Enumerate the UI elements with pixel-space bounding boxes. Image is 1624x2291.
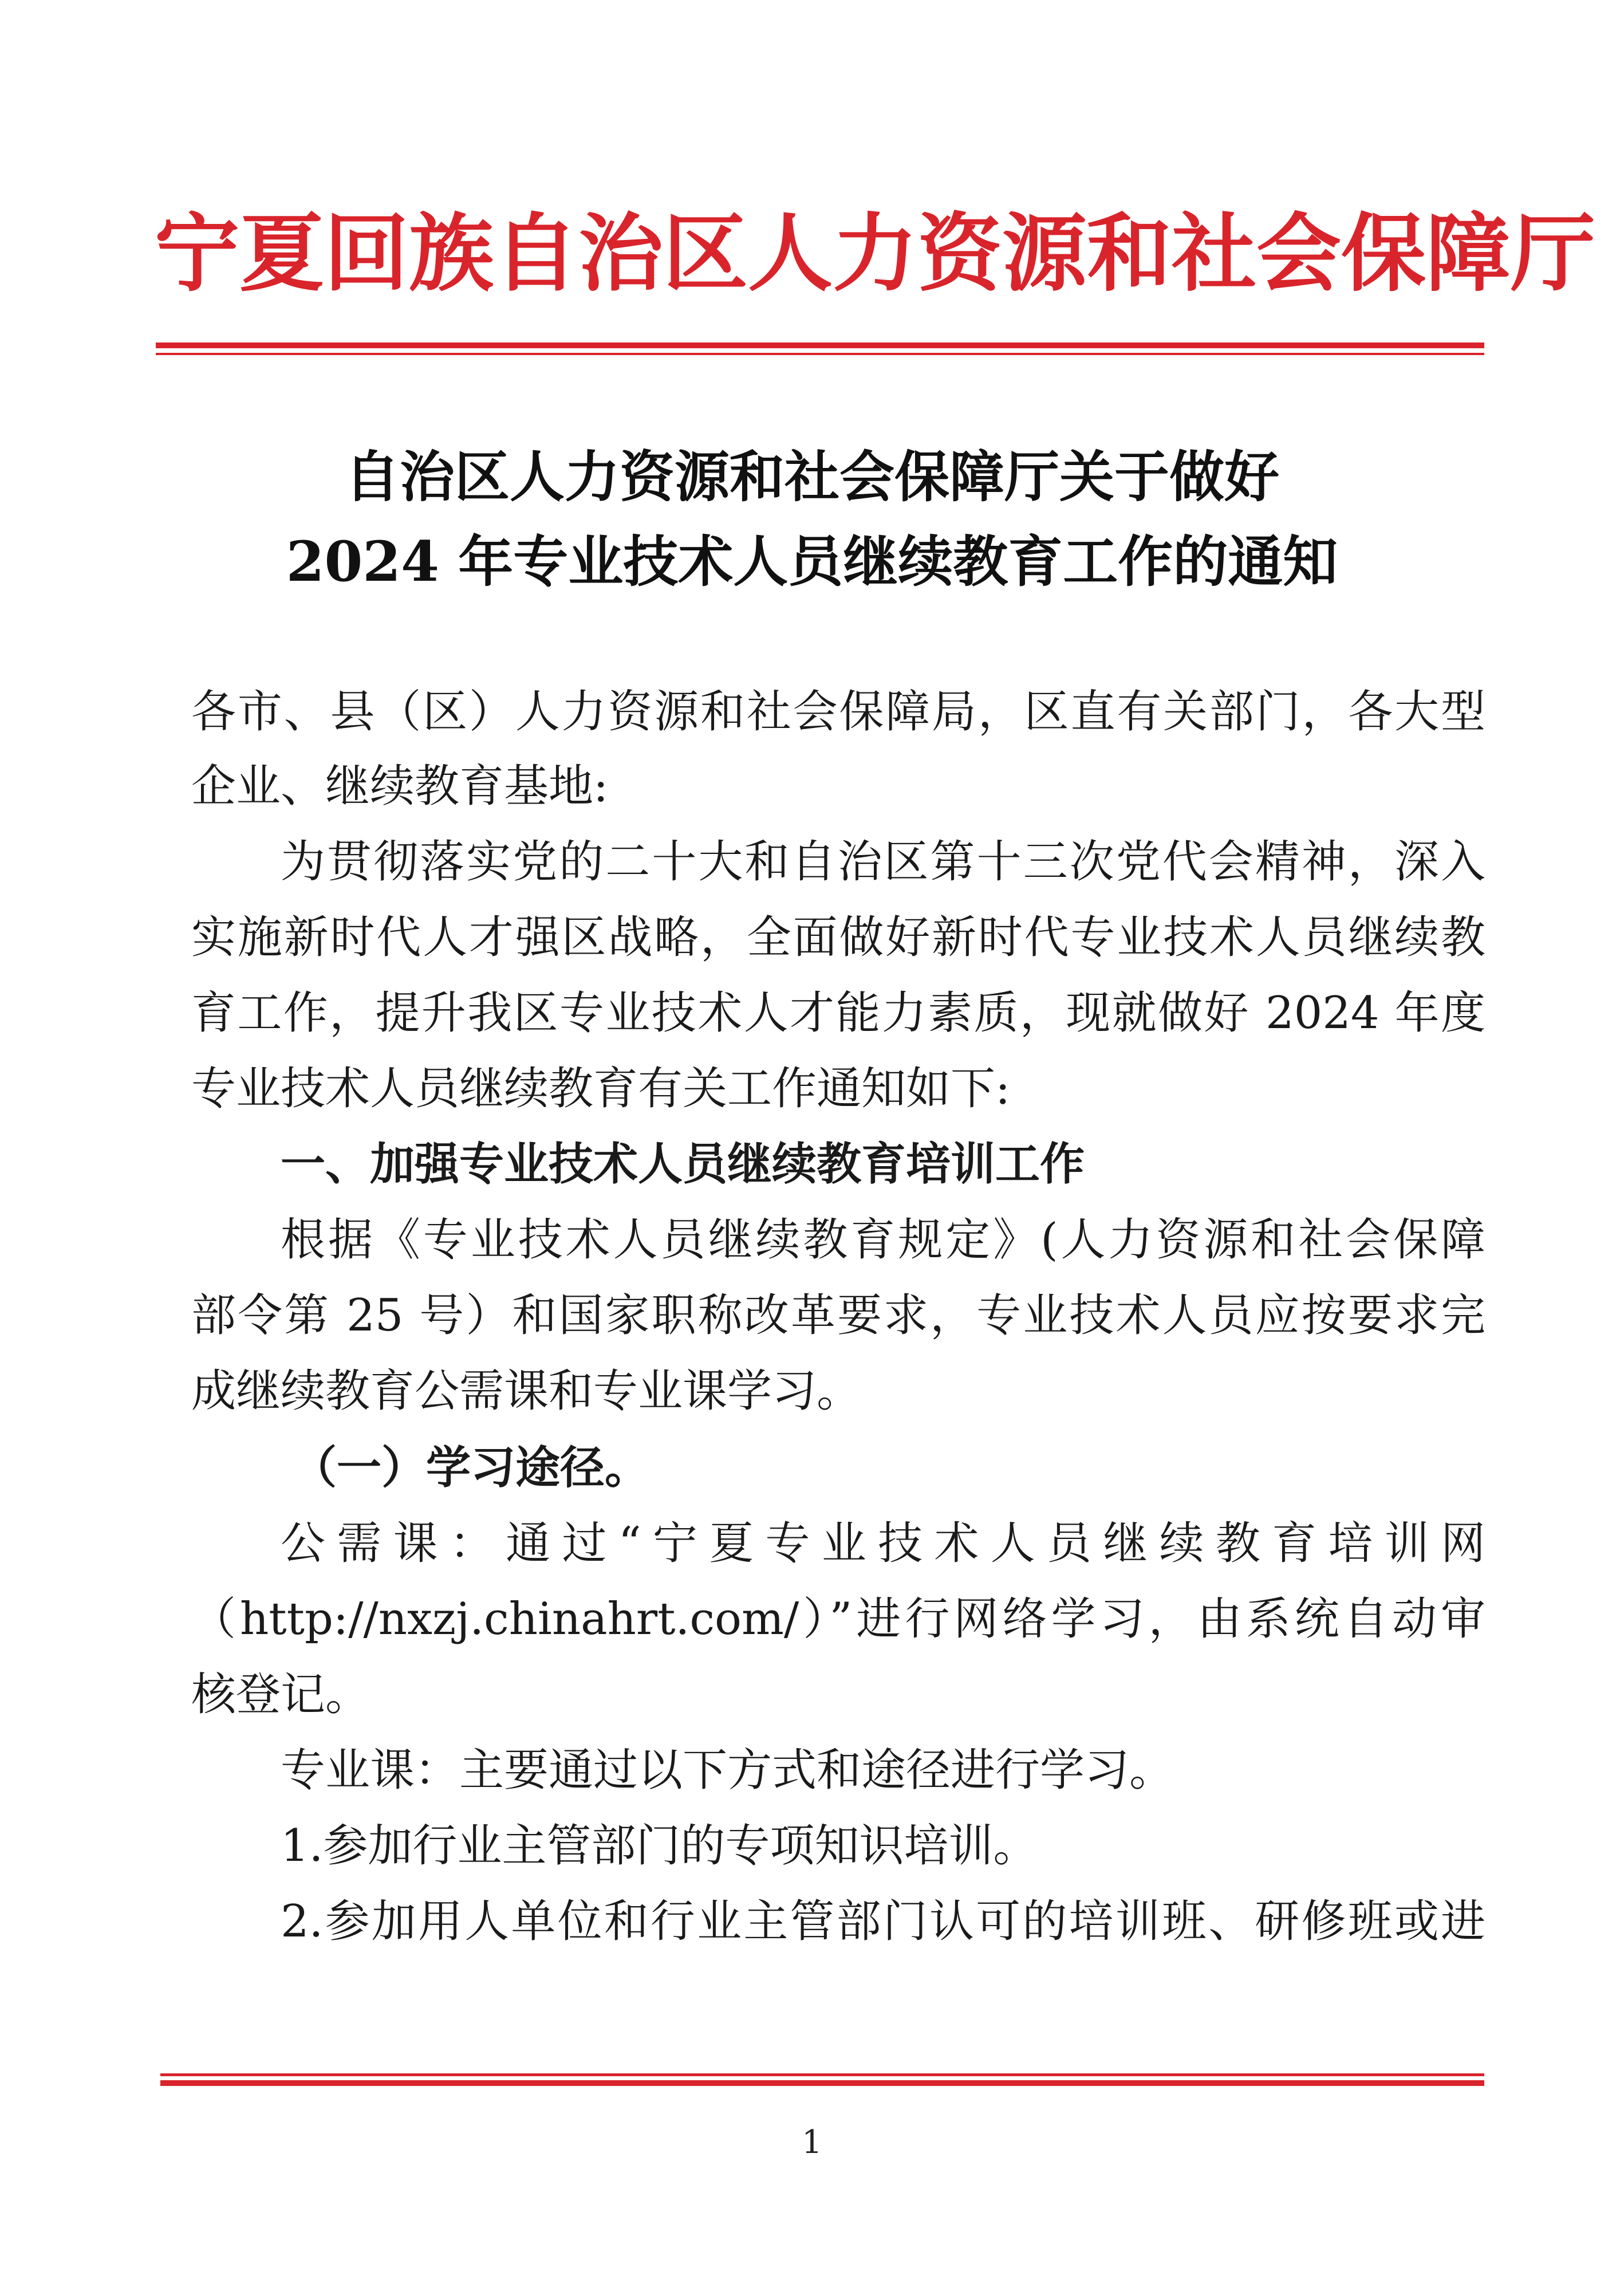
public-course-line1: 公需课：通过“宁夏专业技术人员继续教育培训网	[281, 1518, 1485, 1569]
section1-line1: 根据《专业技术人员继续教育规定》(人力资源和社会保障	[281, 1214, 1485, 1266]
addressee-line2: 企业、继续教育基地:	[191, 761, 609, 812]
section1-heading: 一、加强专业技术人员继续教育培训工作	[281, 1139, 1085, 1190]
page-number: 1	[802, 2124, 822, 2161]
footer-thick-rule	[160, 2080, 1484, 2086]
intro-line1: 为贯彻落实党的二十大和自治区第十三次党代会精神，深入	[281, 836, 1485, 888]
section1-line2: 部令第 25 号）和国家职称改革要求，专业技术人员应按要求完	[191, 1290, 1485, 1341]
addressee-line1: 各市、县（区）人力资源和社会保障局，区直有关部门，各大型	[191, 686, 1485, 738]
list-item-1: 1.参加行业主管部门的专项知识培训。	[281, 1820, 1038, 1872]
public-course-line3: 核登记。	[191, 1669, 370, 1721]
subsection1-heading: （一）学习途径。	[292, 1442, 650, 1494]
letterhead-thin-rule	[156, 353, 1484, 355]
letterhead-thick-rule	[156, 343, 1484, 348]
professional-course-line: 专业课：主要通过以下方式和途径进行学习。	[281, 1745, 1174, 1796]
public-course-line2: （http://nxzj.chinahrt.com/）”进行网络学习，由系统自动审	[191, 1593, 1485, 1645]
document-title-line1: 自治区人力资源和社会保障厅关于做好	[345, 444, 1279, 509]
intro-line2: 实施新时代人才强区战略，全面做好新时代专业技术人员继续教	[191, 912, 1485, 963]
list-item-2: 2.参加用人单位和行业主管部门认可的培训班、研修班或进	[281, 1896, 1485, 1947]
intro-line3: 育工作，提升我区专业技术人才能力素质，现就做好 2024 年度	[191, 987, 1485, 1039]
footer-thin-rule	[160, 2073, 1484, 2076]
section1-line3: 成继续教育公需课和专业课学习。	[191, 1365, 862, 1417]
letterhead-agency-name: 宁夏回族自治区人力资源和社会保障厅	[155, 203, 1595, 303]
document-title-line2: 2024 年专业技术人员继续教育工作的通知	[286, 529, 1338, 594]
intro-line4: 专业技术人员继续教育有关工作通知如下:	[191, 1063, 1011, 1115]
